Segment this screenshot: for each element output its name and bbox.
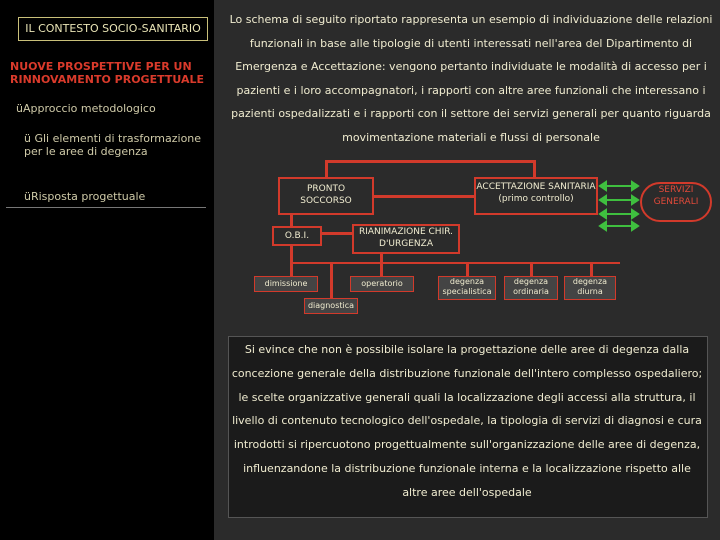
degenza-diurna-leaf: degenza diurna [564, 276, 616, 300]
connector-diurna [590, 262, 593, 276]
rianimazione-node: RIANIMAZIONE CHIR. D'URGENZA [352, 224, 460, 254]
section-heading: NUOVE PROSPETTIVE PER UN RINNOVAMENTO PROGETTUALE [10, 60, 204, 86]
pronto-soccorso-node: PRONTO SOCCORSO [278, 177, 374, 215]
connector-accettazione [533, 160, 536, 178]
summary-paragraph: Si evince che non è possibile isolare la progettazione delle aree di degenza dalla concezione generale della distribuzione funzionale dell'intero complesso ospedaliero; le scelte organizzative generali quali la localizzazione degli accessi alla struttura, il livello di contenuto tecnologico dell'ospedale, la tipologia di servizi di diagnosi e cura introdotti si ripercuotono progettualmente sull'organizzazione delle aree di degenza, influenzandone la distribuzione funzionale interna e la localizzazione rispetto alle altre aree dell'ospedale [231, 343, 703, 499]
connector-top [325, 160, 535, 163]
connector-diagnostica [330, 262, 333, 298]
connector-bottom-bus [290, 262, 620, 264]
connector-obi-rianimazione [322, 232, 354, 235]
degenza-ordinaria-leaf: degenza ordinaria [504, 276, 558, 300]
operatorio-leaf: operatorio [350, 276, 414, 292]
obi-node: O.B.I. [272, 226, 322, 246]
servizi-generali-node: SERVIZI GENERALI [640, 182, 712, 222]
nav-item-approccio[interactable]: üApproccio metodologico [16, 102, 156, 115]
connector-rianimazione-operatorio [380, 254, 383, 276]
green-arrows-icon [598, 180, 640, 232]
degenza-specialistica-leaf: degenza specialistica [438, 276, 496, 300]
accettazione-node: ACCETTAZIONE SANITARIA (primo controllo) [474, 177, 598, 215]
connector-pronto-accettazione [372, 195, 474, 198]
connector-obi-dimissione [290, 246, 293, 276]
dimissione-leaf: dimissione [254, 276, 318, 292]
diagnostica-leaf: diagnostica [304, 298, 358, 314]
connector-ordinaria [530, 262, 533, 276]
connector-pronto [325, 160, 328, 178]
connector-pronto-obi [290, 214, 293, 226]
nav-item-elementi[interactable]: ü Gli elementi di trasformazione per le aree di degenza [24, 132, 202, 158]
nav-item-risposta[interactable]: üRisposta progettuale [24, 190, 146, 203]
connector-specialistica [466, 262, 469, 276]
intro-paragraph: Lo schema di seguito riportato rappresenta un esempio di individuazione delle relazioni funzionali in base alle tipologie di utenti interessati nell'area del Dipartimento di Emergenza e Accettazione: vengono pertanto individuate le modalità di accesso per i pazienti e i loro accompagnatori, i rapporti con altre aree funzionali che interessano i pazienti ospedalizzati e i rapporti con il settore dei servizi generali per quanto riguarda movimentazione materiali e flussi di personale [229, 13, 713, 144]
section-title: IL CONTESTO SOCIO-SANITARIO [18, 17, 208, 41]
